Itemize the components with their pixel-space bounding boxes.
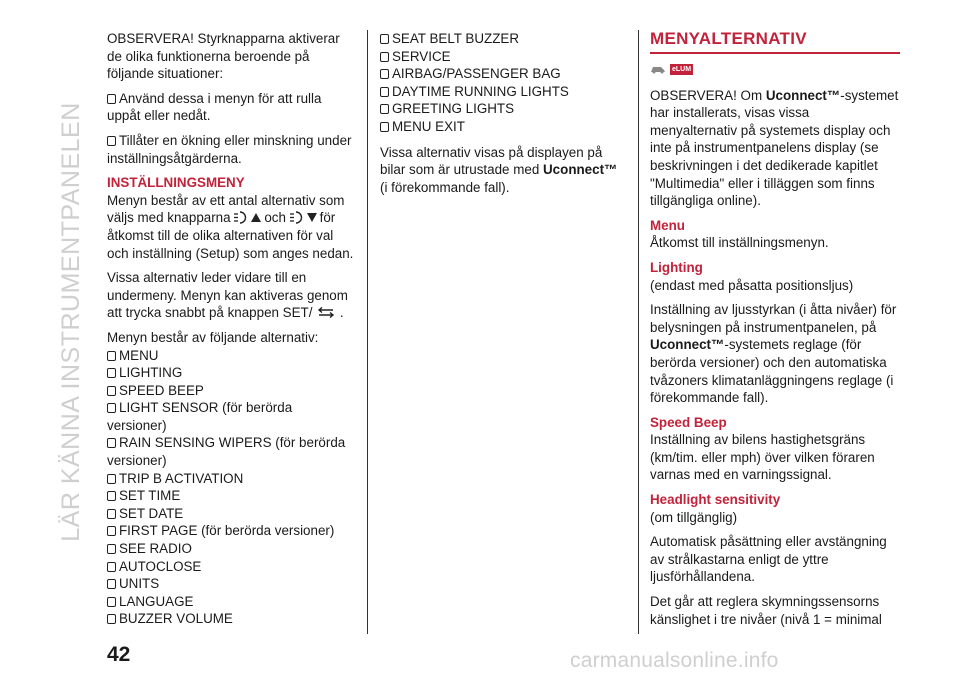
- menu-text: Åtkomst till inställningsmenyn.: [650, 235, 829, 251]
- elum-badge: eLUM: [672, 65, 692, 73]
- car-key-icon: [650, 64, 666, 74]
- headlight-condition: (om tillgänglig): [650, 509, 738, 525]
- list-item: DAYTIME RUNNING LIGHTS: [380, 83, 620, 101]
- checkbox-icon: [107, 136, 116, 146]
- checkbox-icon: [107, 509, 116, 519]
- checkbox-icon: [380, 122, 389, 132]
- list-item: LIGHT SENSOR (för berörda versioner): [107, 400, 293, 433]
- list-item: SEE RADIO: [107, 540, 355, 558]
- watermark: carmanualsonline.info: [570, 649, 779, 672]
- headlight-text: Automatisk påsättning eller avstängning av strålkastarna enligt de yttre ljusförhållandena.: [650, 534, 887, 585]
- section-title: MENYALTERNATIV: [650, 30, 900, 54]
- arrow-up-icon: [251, 213, 261, 222]
- checkbox-icon: [107, 562, 116, 572]
- page-number: 42: [107, 643, 131, 666]
- checkbox-icon: [107, 544, 116, 554]
- menu-heading: Menu: [650, 217, 685, 233]
- checkbox-icon: [107, 579, 116, 589]
- column-1: [107, 30, 355, 628]
- checkbox-icon: [107, 491, 116, 501]
- checkbox-icon: [380, 104, 389, 114]
- list-item: UNITS: [107, 575, 355, 593]
- list-item: BUZZER VOLUME: [107, 610, 355, 628]
- column-divider: [367, 30, 368, 634]
- list-item: GREETING LIGHTS: [380, 100, 620, 118]
- uconnect-note: Vissa alternativ visas på displayen på bilar som är utrustade med Uconnect™ (i förekommande fall).: [380, 144, 618, 195]
- arrow-down-icon: [307, 213, 317, 222]
- list-item: AIRBAG/PASSENGER BAG: [380, 65, 620, 83]
- checkbox-icon: [107, 386, 116, 396]
- speed-beep-text: Inställning av bilens hastighetsgräns (km/tim. eller mph) över vilken föraren varnas med en varningssignal.: [650, 432, 875, 483]
- list-item: FIRST PAGE (för berörda versioner): [107, 522, 355, 540]
- list-item: TRIP B ACTIVATION: [107, 470, 355, 488]
- column-2: [380, 30, 620, 203]
- return-arrow-icon: [316, 307, 336, 318]
- options-list: [107, 347, 355, 629]
- menu-description: Menyn består av ett antal alternativ som väljs med knapparna och för åtkomst till de olika alternativen för val och inställning (Setup) som anges nedan.: [107, 192, 354, 261]
- light-button-icon: [290, 211, 304, 224]
- checkbox-icon: [107, 94, 116, 104]
- checkbox-icon: [380, 69, 389, 79]
- headlight-sensitivity-text: Det går att reglera skymningssensorns känslighet i tre nivåer (nivå 1 = minimal: [650, 594, 882, 627]
- checkbox-icon: [107, 474, 116, 484]
- observera-text: OBSERVERA! Om Uconnect™-systemet har installerats, visas vissa menyalternativ på systemets display och inte på instrumentpanelens display (se beskrivningen i det dedikerade kapitlet "Multimedia" eller i tilläggen som finns tillgängliga online).: [650, 87, 899, 209]
- checkbox-icon: [107, 403, 116, 413]
- options-list-continued: [380, 30, 620, 136]
- bullet-adjust: Tillåter en ökning eller minskning under inställningsåtgärderna.: [107, 132, 352, 166]
- intro-text: OBSERVERA! Styrknapparna aktiverar de olika funktionerna beroende på följande situationer:: [107, 31, 340, 82]
- version-indicator: [650, 64, 900, 75]
- speed-beep-heading: Speed Beep: [650, 414, 727, 430]
- lighting-heading: Lighting: [650, 259, 703, 275]
- chapter-title: LÄR KÄNNA INSTRUMENTPANELEN: [57, 102, 86, 542]
- checkbox-icon: [107, 351, 116, 361]
- list-item: AUTOCLOSE: [107, 558, 355, 576]
- sidebar-chapter: [56, 22, 88, 622]
- list-item: SERVICE: [380, 48, 620, 66]
- settings-menu-heading: INSTÄLLNINGSMENY: [107, 175, 245, 191]
- list-item: LANGUAGE: [107, 593, 355, 611]
- submenu-description: Vissa alternativ leder vidare till en undermeny. Menyn kan aktiveras genom att trycka snabbt på knappen SET/ .: [107, 270, 348, 321]
- checkbox-icon: [107, 368, 116, 378]
- list-item: SET DATE: [107, 505, 355, 523]
- checkbox-icon: [107, 526, 116, 536]
- checkbox-icon: [380, 52, 389, 62]
- list-item: SPEED BEEP: [107, 382, 355, 400]
- options-intro: Menyn består av följande alternativ:: [107, 329, 319, 345]
- column-divider: [638, 30, 639, 634]
- headlight-heading: Headlight sensitivity: [650, 492, 781, 508]
- lighting-condition: (endast med påsatta positionsljus): [650, 277, 854, 293]
- checkbox-icon: [380, 34, 389, 44]
- list-item: SEAT BELT BUZZER: [380, 30, 620, 48]
- bullet-scroll: Använd dessa i menyn för att rulla uppåt eller nedåt.: [107, 90, 322, 124]
- column-3: [650, 30, 900, 635]
- list-item: MENU: [107, 347, 355, 365]
- checkbox-icon: [107, 597, 116, 607]
- lighting-text: Inställning av ljusstyrkan (i åtta nivåer) för belysningen på instrumentpanelen, på Uconnect™-systemets reglage (för berörda versioner) och den automatiska tvåzoners klimatanläggningens reglage (i förekommande fall).: [650, 302, 897, 406]
- list-item: MENU EXIT: [380, 118, 620, 136]
- list-item: RAIN SENSING WIPERS (för berörda versioner): [107, 435, 346, 469]
- checkbox-icon: [380, 87, 389, 97]
- checkbox-icon: [107, 614, 116, 624]
- list-item: LIGHTING: [107, 364, 355, 382]
- light-button-icon: [234, 211, 248, 224]
- list-item: SET TIME: [107, 487, 355, 505]
- checkbox-icon: [107, 438, 116, 448]
